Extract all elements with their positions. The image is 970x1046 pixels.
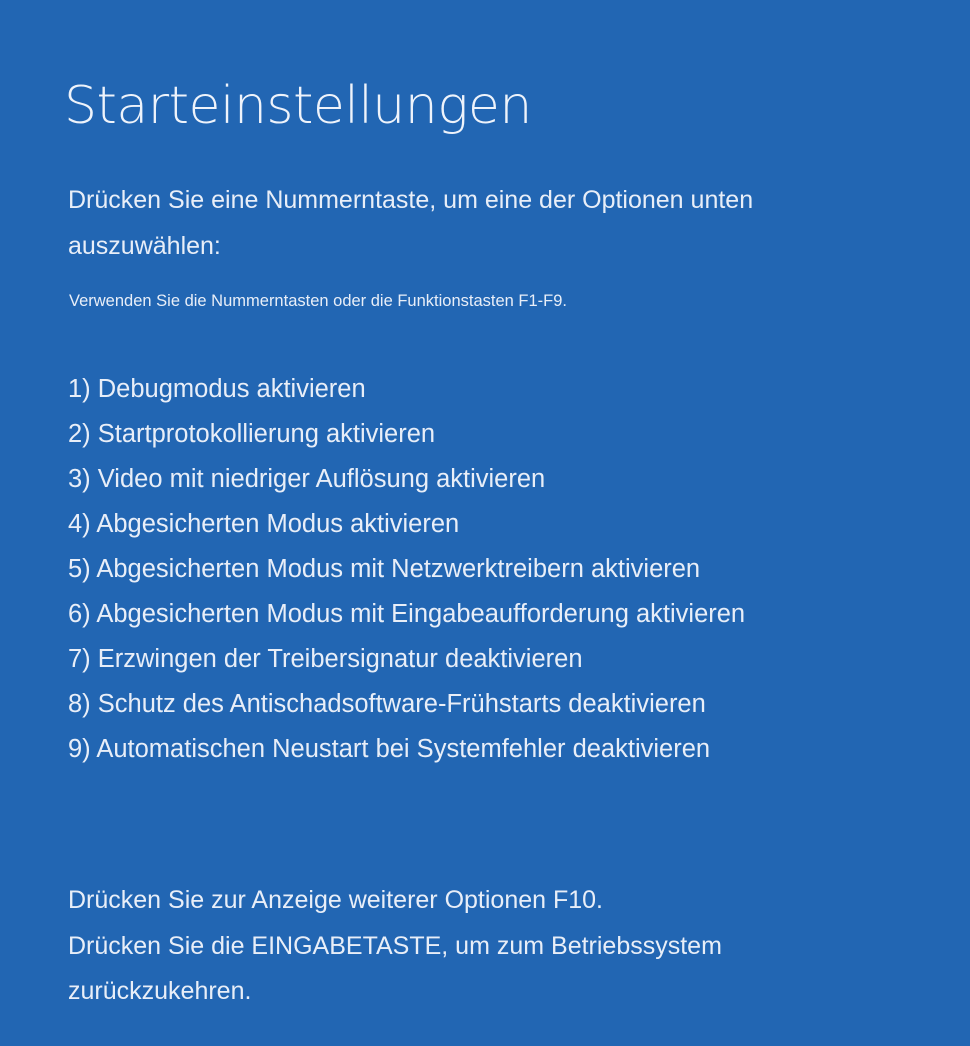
option-disable-early-antimalware[interactable]: 8) Schutz des Antischadsoftware-Frühstarts deaktivieren bbox=[68, 690, 706, 718]
option-debug-mode[interactable]: 1) Debugmodus aktivieren bbox=[68, 375, 366, 403]
option-boot-logging[interactable]: 2) Startprotokollierung aktivieren bbox=[68, 420, 436, 448]
option-low-resolution-video[interactable]: 3) Video mit niedriger Auflösung aktivieren bbox=[68, 465, 546, 493]
option-disable-auto-restart[interactable]: 9) Automatischen Neustart bei Systemfehler deaktivieren bbox=[68, 735, 711, 763]
option-disable-driver-signature[interactable]: 7) Erzwingen der Treibersignatur deaktivieren bbox=[68, 645, 583, 673]
instruction-text: Drücken Sie eine Nummerntaste, um eine der Optionen unten auszuwählen: bbox=[68, 186, 754, 260]
page-title: Starteinstellungen bbox=[64, 76, 532, 136]
option-safe-mode-networking[interactable]: 5) Abgesicherten Modus mit Netzwerktreibern aktivieren bbox=[68, 555, 701, 583]
key-hint: Verwenden Sie die Nummerntasten oder die Funktionstasten F1-F9. bbox=[69, 292, 568, 310]
footer-instructions bbox=[68, 878, 888, 1015]
option-safe-mode-command-prompt[interactable]: 6) Abgesicherten Modus mit Eingabeaufforderung aktivieren bbox=[68, 600, 746, 628]
startup-options-list bbox=[68, 370, 745, 775]
return-to-os-hint[interactable]: Drücken Sie die EINGABETASTE, um zum Betriebssystem zurückzukehren. bbox=[68, 931, 722, 1005]
option-safe-mode[interactable]: 4) Abgesicherten Modus aktivieren bbox=[68, 510, 460, 538]
more-options-hint[interactable]: Drücken Sie zur Anzeige weiterer Optionen F10. bbox=[68, 886, 603, 914]
